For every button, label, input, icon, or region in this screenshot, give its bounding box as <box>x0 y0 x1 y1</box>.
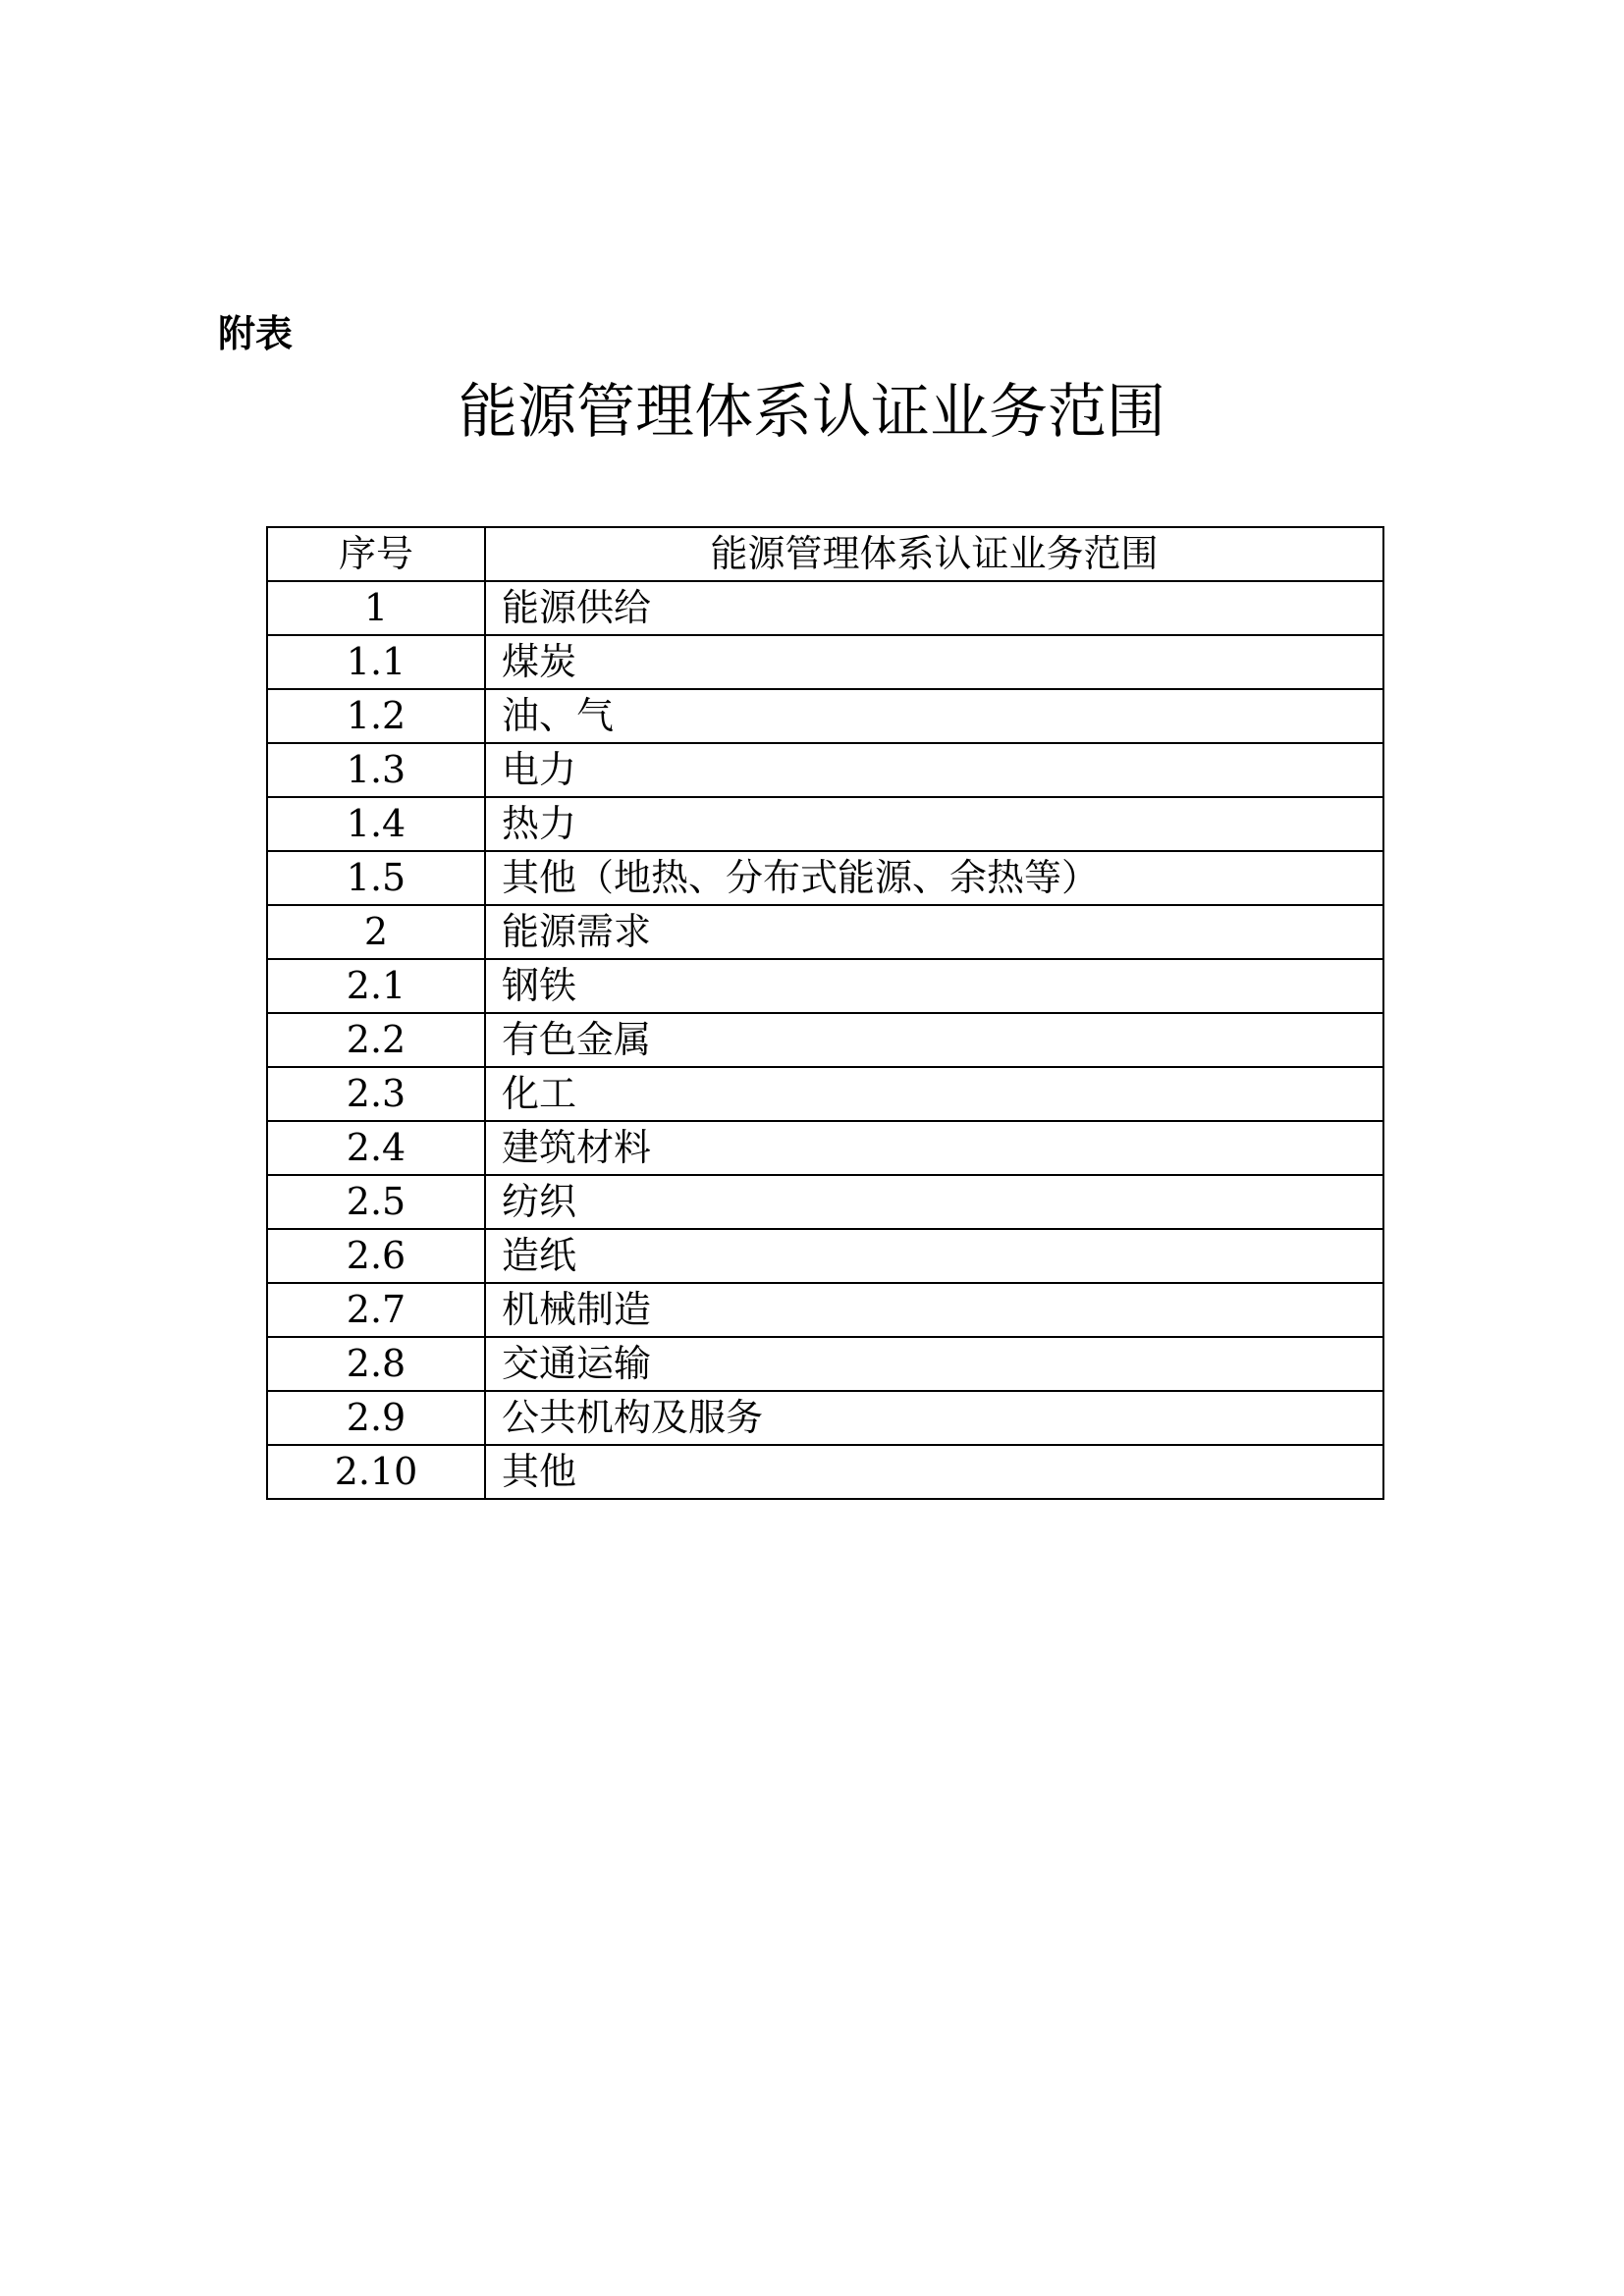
row-number: 2.5 <box>267 1175 485 1229</box>
row-scope: 能源需求 <box>485 905 1383 959</box>
row-scope: 能源供给 <box>485 581 1383 635</box>
row-number: 2.2 <box>267 1013 485 1067</box>
row-scope: 化工 <box>485 1067 1383 1121</box>
row-number: 2.3 <box>267 1067 485 1121</box>
table-row <box>267 905 1383 959</box>
row-scope: 纺织 <box>485 1175 1383 1229</box>
row-scope: 建筑材料 <box>485 1121 1383 1175</box>
row-number: 1.1 <box>267 635 485 689</box>
row-number: 2.4 <box>267 1121 485 1175</box>
row-number: 2.8 <box>267 1337 485 1391</box>
appendix-label: 附表 <box>218 312 294 355</box>
table-row <box>267 797 1383 851</box>
row-scope: 热力 <box>485 797 1383 851</box>
row-number: 1.3 <box>267 743 485 797</box>
row-scope: 公共机构及服务 <box>485 1391 1383 1445</box>
table-row <box>267 1121 1383 1175</box>
row-number: 2.7 <box>267 1283 485 1337</box>
row-scope: 其他（地热、分布式能源、余热等） <box>485 851 1383 905</box>
row-number: 1.4 <box>267 797 485 851</box>
table-row <box>267 1013 1383 1067</box>
row-scope: 煤炭 <box>485 635 1383 689</box>
table-row <box>267 1445 1383 1499</box>
table-row <box>267 581 1383 635</box>
table-row <box>267 689 1383 743</box>
row-number: 2.10 <box>267 1445 485 1499</box>
row-number: 2.1 <box>267 959 485 1013</box>
table-row <box>267 1283 1383 1337</box>
row-scope: 造纸 <box>485 1229 1383 1283</box>
table-row <box>267 1337 1383 1391</box>
table-row <box>267 1175 1383 1229</box>
table-row <box>267 1229 1383 1283</box>
document-title: 能源管理体系认证业务范围 <box>459 378 1165 447</box>
row-scope: 油、气 <box>485 689 1383 743</box>
row-scope: 机械制造 <box>485 1283 1383 1337</box>
row-number: 2.9 <box>267 1391 485 1445</box>
row-scope: 交通运输 <box>485 1337 1383 1391</box>
table-row <box>267 1391 1383 1445</box>
row-number: 1.5 <box>267 851 485 905</box>
table-row <box>267 851 1383 905</box>
table-row <box>267 1067 1383 1121</box>
table-header-row <box>267 527 1383 581</box>
column-header-scope: 能源管理体系认证业务范围 <box>485 527 1383 581</box>
column-header-number: 序号 <box>267 527 485 581</box>
table-row <box>267 635 1383 689</box>
row-number: 1 <box>267 581 485 635</box>
row-number: 2 <box>267 905 485 959</box>
row-scope: 钢铁 <box>485 959 1383 1013</box>
row-scope: 其他 <box>485 1445 1383 1499</box>
row-scope: 电力 <box>485 743 1383 797</box>
row-scope: 有色金属 <box>485 1013 1383 1067</box>
table-row <box>267 959 1383 1013</box>
row-number: 1.2 <box>267 689 485 743</box>
certification-scope-table <box>266 526 1384 1500</box>
row-number: 2.6 <box>267 1229 485 1283</box>
table-row <box>267 743 1383 797</box>
